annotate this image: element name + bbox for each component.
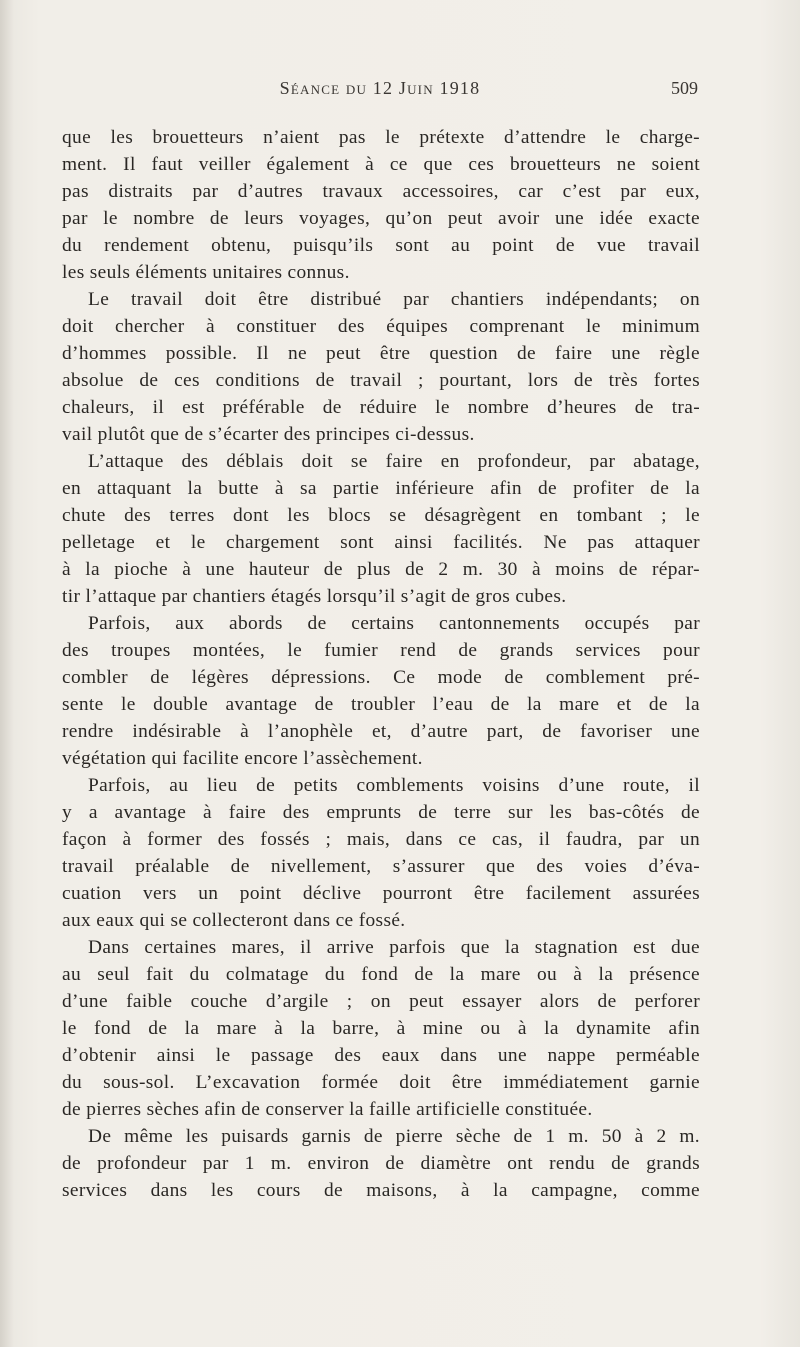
text-line: que les brouetteurs n’aient pas le prétexte d’attendre le charge- — [62, 127, 700, 148]
page-gutter-shadow — [0, 0, 14, 1347]
text-line: combler de légères dépressions. Ce mode de comblement pré- — [62, 667, 700, 688]
page-header — [62, 78, 698, 104]
text-line: tir l’attaque par chantiers étagés lorsqu’il s’agit de gros cubes. — [62, 586, 567, 607]
text-line: De même les puisards garnis de pierre sèche de 1 m. 50 à 2 m. — [88, 1126, 700, 1147]
text-line: chute des terres dont les blocs se désagrègent en tombant ; le — [62, 505, 700, 526]
text-line: à la pioche à une hauteur de plus de 2 m. 30 à moins de répar- — [62, 559, 700, 580]
text-line: ment. Il faut veiller également à ce que ces brouetteurs ne soient — [62, 154, 700, 175]
text-line: cuation vers un point déclive pourront être facilement assurées — [62, 883, 700, 904]
text-line: Parfois, aux abords de certains cantonnements occupés par — [88, 613, 700, 634]
text-line: aux eaux qui se collecteront dans ce fossé. — [62, 910, 406, 931]
body-text — [62, 124, 700, 1204]
page-number: 509 — [671, 78, 698, 98]
text-line: Parfois, au lieu de petits comblements voisins d’une route, il — [88, 775, 700, 796]
text-line: Le travail doit être distribué par chantiers indépendants; on — [88, 289, 700, 310]
text-line: de profondeur par 1 m. environ de diamètre ont rendu de grands — [62, 1153, 700, 1174]
text-line: du rendement obtenu, puisqu’ils sont au point de vue travail — [62, 235, 700, 256]
text-line: L’attaque des déblais doit se faire en profondeur, par abatage, — [88, 451, 700, 472]
text-line: chaleurs, il est préférable de réduire le nombre d’heures de tra- — [62, 397, 700, 418]
text-line: absolue de ces conditions de travail ; pourtant, lors de très fortes — [62, 370, 700, 391]
text-line: pelletage et le chargement sont ainsi facilités. Ne pas attaquer — [62, 532, 700, 553]
text-line: doit chercher à constituer des équipes comprenant le minimum — [62, 316, 700, 337]
text-line: pas distraits par d’autres travaux accessoires, car c’est par eux, — [62, 181, 700, 202]
text-line: le fond de la mare à la barre, à mine ou à la dynamite afin — [62, 1018, 700, 1039]
text-line: en attaquant la butte à sa partie inférieure afin de profiter de la — [62, 478, 700, 499]
text-line: au seul fait du colmatage du fond de la mare ou à la présence — [62, 964, 700, 985]
text-line: vail plutôt que de s’écarter des principes ci-dessus. — [62, 424, 475, 445]
text-line: travail préalable de nivellement, s’assurer que des voies d’éva- — [62, 856, 700, 877]
text-line: des troupes montées, le fumier rend de grands services pour — [62, 640, 700, 661]
text-line: services dans les cours de maisons, à la campagne, comme — [62, 1180, 700, 1201]
text-line: végétation qui facilite encore l’assèchement. — [62, 748, 423, 769]
text-line: d’hommes possible. Il ne peut être question de faire une règle — [62, 343, 700, 364]
text-line: sente le double avantage de troubler l’eau de la mare et de la — [62, 694, 700, 715]
text-line: y a avantage à faire des emprunts de terre sur les bas-côtés de — [62, 802, 700, 823]
text-line: rendre indésirable à l’anophèle et, d’autre part, de favoriser une — [62, 721, 700, 742]
text-line: Dans certaines mares, il arrive parfois que la stagnation est due — [88, 937, 700, 958]
text-line: d’une faible couche d’argile ; on peut essayer alors de perforer — [62, 991, 700, 1012]
running-title: Séance du 12 Juin 1918 — [279, 78, 481, 98]
text-line: les seuls éléments unitaires connus. — [62, 262, 350, 283]
text-line: façon à former des fossés ; mais, dans ce cas, il faudra, par un — [62, 829, 700, 850]
text-line: d’obtenir ainsi le passage des eaux dans une nappe perméable — [62, 1045, 700, 1066]
text-line: du sous-sol. L’excavation formée doit être immédiatement garnie — [62, 1072, 700, 1093]
text-line: par le nombre de leurs voyages, qu’on peut avoir une idée exacte — [62, 208, 700, 229]
text-line: de pierres sèches afin de conserver la faille artificielle constituée. — [62, 1099, 593, 1120]
